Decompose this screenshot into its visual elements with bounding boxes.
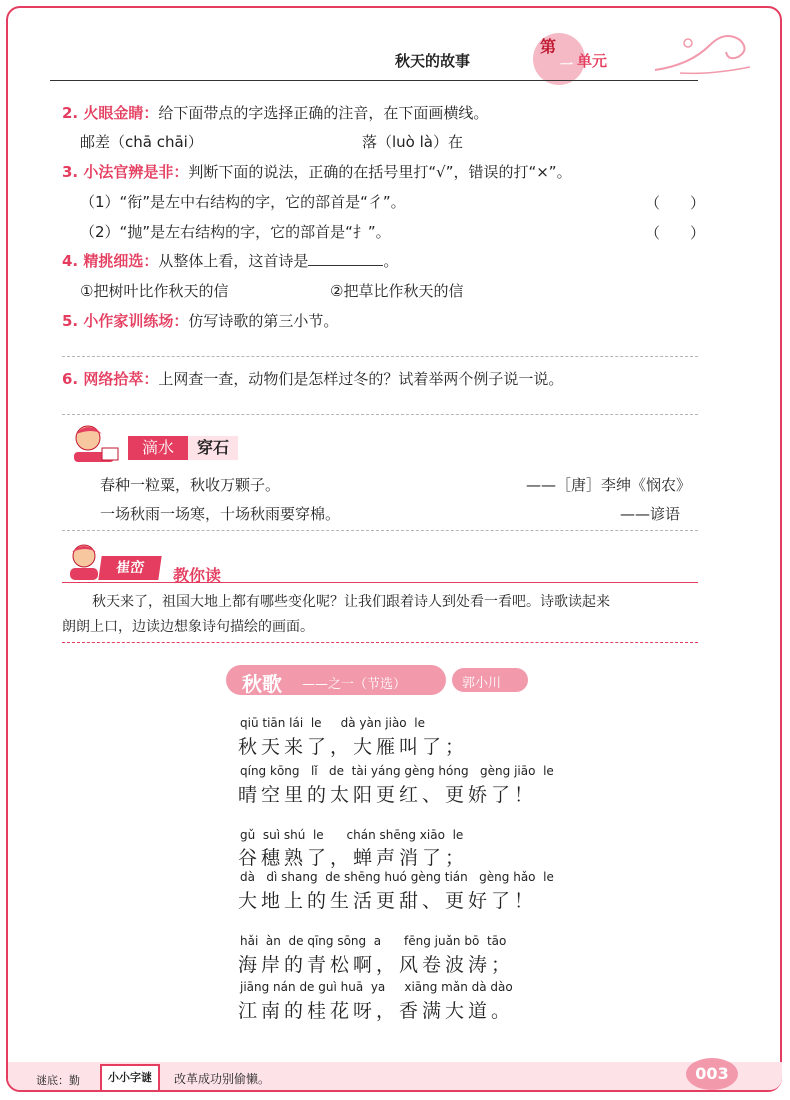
poem-title: 秋歌 [242,672,282,696]
poem-pinyin-1: qiū tiān lái le dà yàn jiào le [240,716,425,730]
teach-title-underline [62,582,698,583]
poem-line-4: 大地上的生活更甜、更好了！ [238,890,538,912]
poem-pinyin-4: dà dì shang de shēng huó gèng tián gèng hǎo le [240,870,554,884]
section-divider [62,530,698,531]
quote-text-1: 春种一粒粟，秋收万颗子。 [100,476,281,494]
teach-divider [62,642,698,643]
poem-pinyin-3: gǔ suì shú le chán shēng xiāo le [240,828,464,842]
q4-option-1: ①把树叶比作秋天的信 [80,282,229,300]
teach-text-line-1: 秋天来了，祖国大地上都有哪些变化呢？让我们跟着诗人到处看一看吧。诗歌读起来 [92,594,610,610]
poem-line-6: 江南的桂花呀，香满大道。 [238,1000,515,1022]
page-footer [8,1050,782,1090]
question-2: 2. 火眼金睛：给下面带点的字选择正确的注音，在下面画横线。 [62,104,489,122]
quote-text-2: 一场秋雨一场寒，十场秋雨要穿棉。 [100,505,341,523]
riddle-text: 改革成功别偷懒。 [174,1072,271,1086]
poem-line-2: 晴空里的太阳更红、更娇了！ [238,784,538,806]
q3-item-2: （2）“抛”是左右结构的字，它的部首是“扌”。 [80,223,391,241]
quote-source-1: ——［唐］李绅《悯农》 [526,476,692,494]
writing-line[interactable] [62,356,698,357]
question-4: 4. 精挑细选：从整体上看，这首诗是 。 [62,252,399,270]
poem-pinyin-5: hǎi àn de qīng sōng a fēng juǎn bō tāo [240,934,507,948]
poem-pinyin-6: jiāng nán de guì huā ya xiāng mǎn dà dào [240,980,513,994]
section-tab-drip: 滴水 [128,436,188,460]
question-5: 5. 小作家训练场：仿写诗歌的第三小节。 [62,312,339,330]
unit-label: 单元 [577,52,608,70]
page-title: 秋天的故事 [395,52,471,70]
question-6: 6. 网络拾萃：上网查一查，动物们是怎样过冬的？试着举两个例子说一说。 [62,370,564,388]
swirl-decoration-icon [650,25,760,85]
poem-line-1: 秋天来了，大雁叫了； [238,736,469,758]
poem-subtitle: ——之一（节选） [302,677,407,692]
poem-title-bar [226,665,528,695]
question-3: 3. 小法官辨是非：判断下面的说法，正确的在括号里打“√”，错误的打“×”。 [62,163,572,181]
poem-author: 郭小川 [462,676,502,691]
cartoon-boy-icon [62,422,126,470]
poem-line-5: 海岸的青松啊，风卷波涛； [238,954,515,976]
page-number: 003 [686,1058,738,1090]
answer-blank[interactable] [308,251,383,266]
header-divider [50,80,698,81]
riddle-answer: 谜底：勤 [36,1074,80,1087]
teach-title: 教你读 [173,566,222,585]
q3-item-1: （1）“衔”是左中右结构的字，它的部首是“彳”。 [80,193,406,211]
q4-option-2: ②把草比作秋天的信 [330,282,464,300]
riddle-tag: 小小字谜 [100,1064,160,1092]
poem-pinyin-2: qíng kōng lǐ de tài yáng gèng hóng gèng jiāo le [240,764,554,778]
q2-option-1: 邮差（chā chāi） [80,133,203,151]
quote-source-2: ——谚语 [620,505,681,523]
q2-option-2: 落（luò là）在 [362,133,463,151]
poem-line-3: 谷穗熟了，蝉声消了； [238,847,469,869]
answer-paren-2[interactable]: （ ） [645,224,706,242]
answer-paren-1[interactable]: （ ） [645,194,706,212]
unit-prefix: 第 [540,37,557,56]
teach-text-line-2: 朗朗上口，边读边想象诗句描绘的画面。 [62,619,314,635]
section-tab-stone: 穿石 [188,436,238,460]
teacher-name-badge: 崔峦 [98,556,161,580]
writing-line[interactable] [62,414,698,415]
unit-number: 一 [560,58,574,73]
